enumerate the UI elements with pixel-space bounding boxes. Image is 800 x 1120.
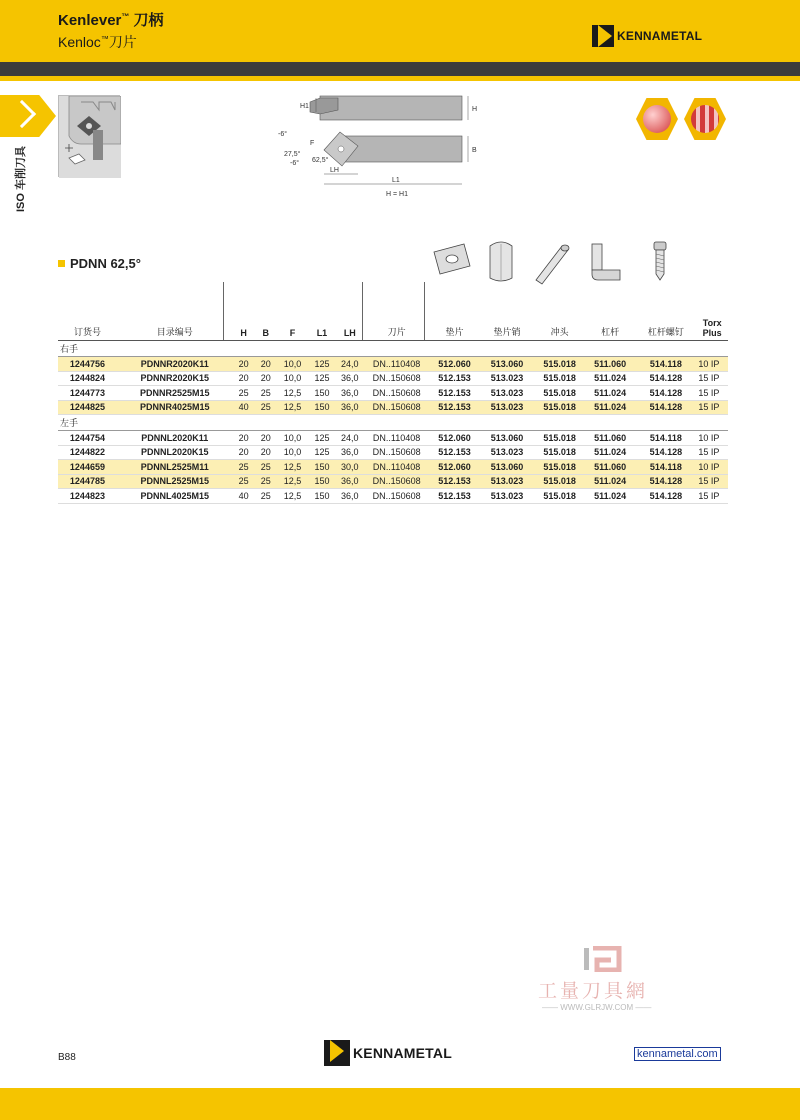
- cell-f: 10,0: [277, 445, 309, 460]
- cell-shim: 512.153: [429, 400, 479, 415]
- cell-lh: 36,0: [336, 386, 364, 401]
- cell-lh: 36,0: [336, 371, 364, 386]
- cell-l1: 125: [308, 357, 335, 372]
- cell-lever-screw: 514.128: [635, 386, 696, 401]
- cell-lh: 24,0: [336, 357, 364, 372]
- cell-torx: 10 IP: [696, 357, 728, 372]
- col-torx-line2: Plus: [702, 328, 722, 338]
- col-lever: 杠杆: [585, 316, 635, 341]
- cell-f: 12,5: [277, 489, 309, 504]
- material-badge-icon: [636, 98, 678, 140]
- cell-lever: 511.024: [585, 371, 635, 386]
- cell-punch: 515.018: [534, 357, 584, 372]
- spec-table: [58, 316, 728, 504]
- cell-lever: 511.024: [585, 489, 635, 504]
- table-row: [58, 474, 728, 489]
- cell-f: 12,5: [277, 386, 309, 401]
- cell-b: 20: [255, 371, 277, 386]
- col-order-number: 订货号: [58, 316, 117, 341]
- cell-insert: DN..110408: [364, 431, 429, 446]
- cell-shim-pin: 513.023: [480, 400, 535, 415]
- cell-torx: 15 IP: [696, 400, 728, 415]
- cell-b: 25: [255, 386, 277, 401]
- cell-b: 20: [255, 445, 277, 460]
- kennametal-k-icon: [592, 25, 614, 47]
- table-row: [58, 386, 728, 401]
- cell-b: 20: [255, 431, 277, 446]
- col-catalog-number: 目录编号: [117, 316, 233, 341]
- dim-h1: H1: [300, 103, 309, 110]
- cell-insert: DN..110408: [364, 460, 429, 475]
- cell-insert: DN..150608: [364, 489, 429, 504]
- cell-torx: 10 IP: [696, 431, 728, 446]
- cell-l1: 125: [308, 431, 335, 446]
- cell-punch: 515.018: [534, 460, 584, 475]
- cell-h: 40: [233, 400, 255, 415]
- cell-shim: 512.153: [429, 445, 479, 460]
- table-row: [58, 357, 728, 372]
- cell-punch: 515.018: [534, 386, 584, 401]
- cell-b: 25: [255, 400, 277, 415]
- cell-order: 1244785: [58, 474, 117, 489]
- cell-h: 20: [233, 371, 255, 386]
- cell-h: 25: [233, 474, 255, 489]
- cell-punch: 515.018: [534, 431, 584, 446]
- cell-order: 1244825: [58, 400, 117, 415]
- cell-catalog: PDNNL2525M15: [117, 474, 233, 489]
- dim-lh: LH: [330, 167, 339, 174]
- cell-shim: 512.153: [429, 371, 479, 386]
- table-row: [58, 400, 728, 415]
- cell-shim-pin: 513.023: [480, 474, 535, 489]
- group-label: 右手: [58, 341, 728, 357]
- cell-punch: 515.018: [534, 445, 584, 460]
- dim-angle-6b: -6°: [290, 160, 300, 167]
- section-title-text: PDNN 62,5°: [70, 256, 141, 271]
- cell-shim-pin: 513.060: [480, 431, 535, 446]
- dim-b: B: [472, 147, 477, 154]
- cell-f: 10,0: [277, 357, 309, 372]
- dim-f: F: [310, 140, 315, 147]
- dim-angle-6a: -6°: [278, 131, 288, 138]
- table-row: [58, 371, 728, 386]
- cell-shim-pin: 513.023: [480, 489, 535, 504]
- cell-insert: DN..110408: [364, 357, 429, 372]
- yellow-square-icon: [58, 260, 65, 267]
- section-title: [58, 256, 141, 271]
- table-row: [58, 489, 728, 504]
- cell-torx: 10 IP: [696, 460, 728, 475]
- table-row: [58, 431, 728, 446]
- table-row: [58, 445, 728, 460]
- cell-b: 25: [255, 460, 277, 475]
- cell-lh: 30,0: [336, 460, 364, 475]
- cell-catalog: PDNNL2020K11: [117, 431, 233, 446]
- cell-b: 25: [255, 489, 277, 504]
- cell-lh: 24,0: [336, 431, 364, 446]
- header-dark-band: [0, 62, 800, 76]
- punch-icon: [530, 240, 574, 286]
- holder-dimension-svg: [270, 88, 510, 204]
- cell-b: 20: [255, 357, 277, 372]
- cell-f: 10,0: [277, 371, 309, 386]
- cell-lever-screw: 514.128: [635, 445, 696, 460]
- col-l1: L1: [308, 316, 335, 341]
- header-yellow-line: [0, 76, 800, 81]
- material-badges: [636, 98, 726, 140]
- cell-punch: 515.018: [534, 489, 584, 504]
- footer-bar: [0, 1088, 800, 1120]
- col-h: H: [233, 316, 255, 341]
- cell-shim: 512.060: [429, 357, 479, 372]
- header-logo-text: KENNAMETAL: [617, 29, 703, 43]
- cell-shim-pin: 513.060: [480, 357, 535, 372]
- cell-catalog: PDNNR4025M15: [117, 400, 233, 415]
- cell-h: 25: [233, 460, 255, 475]
- side-label: ISO 车削刀具: [15, 145, 27, 212]
- footer-logo[interactable]: [324, 1040, 452, 1066]
- cell-f: 12,5: [277, 460, 309, 475]
- cell-punch: 515.018: [534, 400, 584, 415]
- cell-lever-screw: 514.128: [635, 371, 696, 386]
- cell-h: 20: [233, 357, 255, 372]
- turning-operation-icon: [59, 96, 121, 178]
- cell-shim: 512.153: [429, 474, 479, 489]
- col-b: B: [255, 316, 277, 341]
- cell-lever-screw: 514.118: [635, 431, 696, 446]
- table-group-row: [58, 341, 728, 357]
- cell-h: 20: [233, 431, 255, 446]
- col-shim-pin: 垫片销: [480, 316, 535, 341]
- cell-lever-screw: 514.118: [635, 460, 696, 475]
- cell-lever-screw: 514.128: [635, 474, 696, 489]
- col-torx-line1: Torx: [702, 318, 722, 328]
- cell-catalog: PDNNL2020K15: [117, 445, 233, 460]
- material-badge-icon: [684, 98, 726, 140]
- dim-angle-275: 27,5°: [284, 151, 301, 158]
- cell-torx: 15 IP: [696, 489, 728, 504]
- section-tab[interactable]: [0, 95, 56, 137]
- group-label: 左手: [58, 415, 728, 431]
- col-insert: 刀片: [364, 316, 429, 341]
- cell-torx: 15 IP: [696, 445, 728, 460]
- cell-lever: 511.024: [585, 445, 635, 460]
- table-row: [58, 460, 728, 475]
- cell-catalog: PDNNL4025M15: [117, 489, 233, 504]
- chevron-right-icon: [8, 100, 36, 128]
- cell-l1: 150: [308, 489, 335, 504]
- cell-punch: 515.018: [534, 474, 584, 489]
- operation-thumbnail: [58, 95, 120, 177]
- cell-l1: 125: [308, 371, 335, 386]
- dim-l1: L1: [392, 177, 400, 184]
- cell-catalog: PDNNR2020K15: [117, 371, 233, 386]
- cell-lh: 36,0: [336, 445, 364, 460]
- cell-lever-screw: 514.128: [635, 489, 696, 504]
- cell-l1: 150: [308, 460, 335, 475]
- table-header-row: [58, 316, 728, 341]
- header-title-brand: Kenlever: [58, 12, 122, 29]
- cell-lh: 36,0: [336, 489, 364, 504]
- page-number: B88: [58, 1052, 76, 1063]
- header-title-suffix: 刀柄: [129, 12, 164, 29]
- cell-l1: 150: [308, 400, 335, 415]
- cell-lh: 36,0: [336, 474, 364, 489]
- cell-lever: 511.060: [585, 357, 635, 372]
- cell-order: 1244754: [58, 431, 117, 446]
- page-header: [0, 0, 800, 62]
- lever-icon: [586, 240, 626, 284]
- cell-lever: 511.024: [585, 400, 635, 415]
- dim-angle-625: 62,5°: [312, 157, 329, 164]
- cell-shim-pin: 513.060: [480, 460, 535, 475]
- header-subtitle: [58, 32, 137, 52]
- cell-insert: DN..150608: [364, 400, 429, 415]
- cell-shim: 512.060: [429, 431, 479, 446]
- cell-shim: 512.060: [429, 460, 479, 475]
- cell-order: 1244773: [58, 386, 117, 401]
- cell-h: 25: [233, 386, 255, 401]
- watermark-text: 工量刀具網: [538, 980, 649, 1002]
- dim-formula: H = H1: [386, 191, 408, 198]
- header-subtitle-tm: ™: [100, 34, 109, 44]
- cell-order: 1244824: [58, 371, 117, 386]
- cell-lever: 511.024: [585, 386, 635, 401]
- cell-torx: 15 IP: [696, 371, 728, 386]
- watermark-url: —— WWW.GLRJW.COM ——: [542, 1003, 652, 1012]
- cell-lever: 511.060: [585, 460, 635, 475]
- dim-h: H: [472, 106, 478, 113]
- cell-b: 25: [255, 474, 277, 489]
- cell-shim-pin: 513.023: [480, 386, 535, 401]
- col-torx: [696, 316, 728, 341]
- cell-insert: DN..150608: [364, 474, 429, 489]
- cell-punch: 515.018: [534, 371, 584, 386]
- cell-l1: 150: [308, 386, 335, 401]
- cell-lever-screw: 514.118: [635, 357, 696, 372]
- tool-holder-drawing: [270, 88, 510, 209]
- cell-f: 12,5: [277, 474, 309, 489]
- col-lh: LH: [336, 316, 364, 341]
- shim-pin-icon: [484, 240, 518, 284]
- cell-f: 12,5: [277, 400, 309, 415]
- col-shim: 垫片: [429, 316, 479, 341]
- cell-catalog: PDNNR2020K11: [117, 357, 233, 372]
- col-f: F: [277, 316, 309, 341]
- cell-f: 10,0: [277, 431, 309, 446]
- cell-lever: 511.024: [585, 474, 635, 489]
- cell-shim-pin: 513.023: [480, 371, 535, 386]
- cell-catalog: PDNNR2525M15: [117, 386, 233, 401]
- cell-h: 20: [233, 445, 255, 460]
- lever-screw-icon: [648, 240, 672, 284]
- cell-lh: 36,0: [336, 400, 364, 415]
- cell-order: 1244823: [58, 489, 117, 504]
- cell-insert: DN..150608: [364, 371, 429, 386]
- cell-torx: 15 IP: [696, 386, 728, 401]
- header-title-tm: ™: [121, 12, 130, 21]
- table-group-row: [58, 415, 728, 431]
- cell-order: 1244756: [58, 357, 117, 372]
- cell-h: 40: [233, 489, 255, 504]
- header-subtitle-suffix: 刀片: [108, 34, 137, 50]
- cell-lever: 511.060: [585, 431, 635, 446]
- cell-order: 1244659: [58, 460, 117, 475]
- header-title: [58, 9, 164, 30]
- cell-insert: DN..150608: [364, 386, 429, 401]
- cell-torx: 15 IP: [696, 474, 728, 489]
- cell-insert: DN..150608: [364, 445, 429, 460]
- kennametal-k-icon: [324, 1040, 350, 1066]
- website-link[interactable]: kennametal.com: [634, 1047, 721, 1061]
- insert-icon: [430, 240, 474, 280]
- footer-logo-text: KENNAMETAL: [353, 1045, 452, 1061]
- cell-order: 1244822: [58, 445, 117, 460]
- cell-l1: 125: [308, 445, 335, 460]
- cell-lever-screw: 514.128: [635, 400, 696, 415]
- cell-shim-pin: 513.023: [480, 445, 535, 460]
- cell-catalog: PDNNL2525M11: [117, 460, 233, 475]
- cell-shim: 512.153: [429, 489, 479, 504]
- header-logo[interactable]: [592, 25, 702, 47]
- cell-l1: 150: [308, 474, 335, 489]
- cell-shim: 512.153: [429, 386, 479, 401]
- col-lever-screw: 杠杆螺钉: [635, 316, 696, 341]
- watermark-logo-icon: [583, 946, 625, 972]
- col-punch: 冲头: [534, 316, 584, 341]
- header-subtitle-brand: Kenloc: [58, 34, 101, 50]
